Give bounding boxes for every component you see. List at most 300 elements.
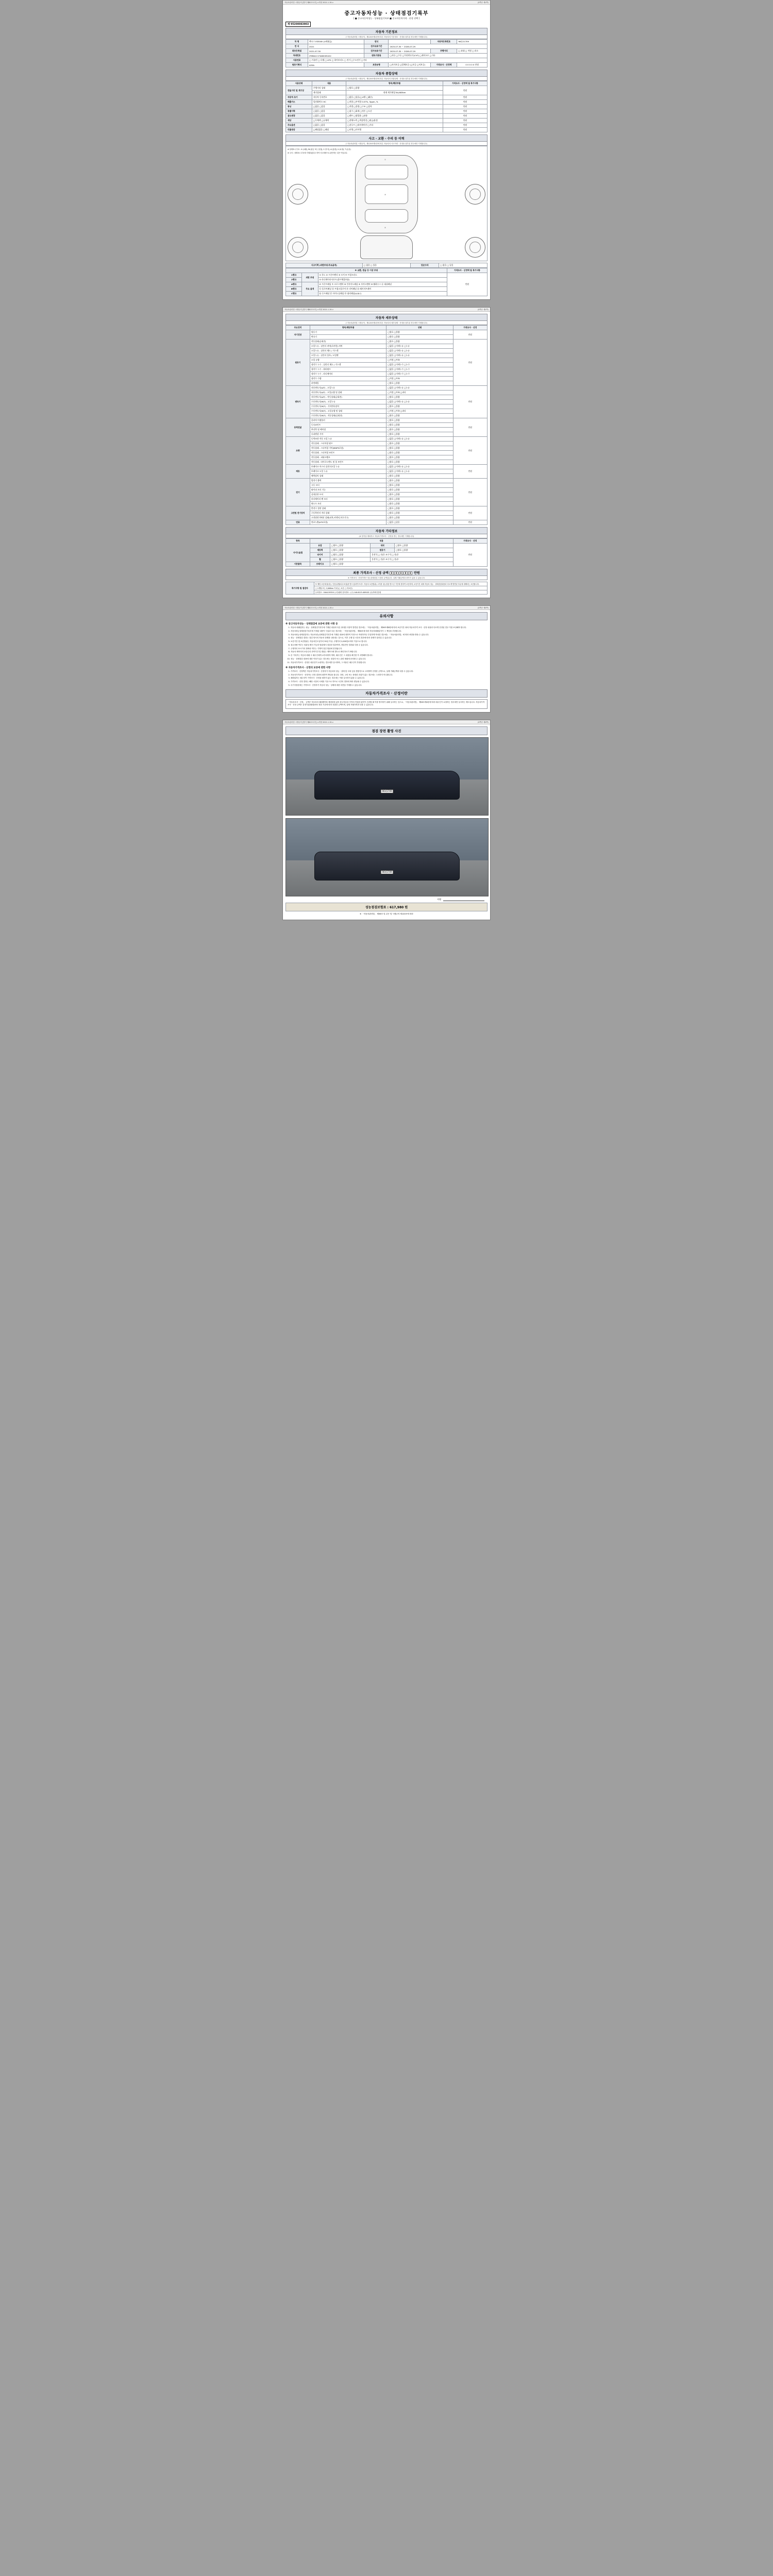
- cell-label: 사용연료: [286, 58, 308, 63]
- table-row: [286, 40, 488, 44]
- detail-state[interactable]: □양호 □불량: [386, 446, 453, 451]
- cell-value: □ 과대 □ 적정 □ 과소: [457, 49, 488, 54]
- detail-item: 오일누유 - 실린더 커버(로커암) 커버: [310, 344, 386, 349]
- parts-items: ⑯ 루프패널 ⑰ 사이드실패널 ⑱ 필러패널(A,B,C): [318, 292, 447, 296]
- parts-items: ① 후드 ② 프론트펜더 ③ 도어 ④ 트렁크리드: [318, 273, 447, 278]
- form-reference: 자동차관리법 시행규칙 [별지 제82호서식] <개정 2021.1.19.>: [284, 2, 334, 4]
- etc-state[interactable]: □양호 □불량: [330, 544, 371, 548]
- cell-item[interactable]: □없음 □있음: [312, 123, 346, 128]
- table-row: [286, 105, 488, 109]
- detail-item: 오일누유 - 실린더 블록 / 오일팬: [310, 353, 386, 358]
- row-group-label: 주요옵션: [286, 123, 312, 128]
- cell-note: 만원: [443, 86, 487, 95]
- detail-item: 연료누출(LPG포함): [310, 520, 386, 525]
- table-row: [286, 100, 488, 105]
- notice-list-1: [291, 626, 488, 664]
- cell-item: 계기상태: [312, 91, 346, 95]
- cell-value: [389, 40, 431, 44]
- page-3-topbar: [283, 606, 490, 610]
- accident-history-note: (「자동차관리법 시행규칙」제120조제1항에 따른 자동차의 사고이력 · 산정을 첨부된 경우에만 기재합니다): [285, 142, 488, 146]
- col-header: 상태: [386, 326, 453, 330]
- detail-item: 등속죠인트: [310, 423, 386, 428]
- table-row: [286, 437, 488, 442]
- detail-note: 만원: [453, 520, 488, 525]
- cell-note: 만원: [443, 114, 487, 118]
- photo-front-view: [285, 737, 489, 816]
- page-2: [282, 307, 491, 598]
- list-item: 5. 특기사항란에는 가격조사 · 산정자가 자동차 성능 · 상태에 대한 의견을 기재할 수 있습니다.: [291, 684, 488, 687]
- table-row: [286, 44, 488, 49]
- digit: 0: [394, 571, 398, 575]
- detail-state[interactable]: □적정 □부족 □과다: [386, 409, 453, 414]
- etc-item: 휠: [310, 557, 330, 562]
- detail-state[interactable]: □양호 □불량: [386, 506, 453, 511]
- photo-rear-view: [285, 818, 489, 896]
- page-4-topbar: [283, 720, 490, 724]
- list-item: 9. 본 기록부는 자동차 매매 시 매수인에게 교부되어야 하며, 매수인은 그 내용을 확인한 후 서명해야 합니다.: [291, 654, 488, 657]
- detail-group-label: 고전원 전기장치: [286, 506, 310, 520]
- table-row: [286, 58, 488, 63]
- detail-item: 브레이크 마스터 실린더오일 누유: [310, 465, 386, 469]
- detail-state[interactable]: □양호 □불량: [386, 493, 453, 497]
- cell-label: 검사유효기간: [364, 44, 389, 49]
- cell-label: 차대번호: [286, 54, 308, 58]
- cell-item[interactable]: □없음 □있음: [312, 114, 346, 118]
- detail-state[interactable]: □양호 □불량: [386, 432, 453, 437]
- table-header-row: [286, 539, 488, 544]
- total-price-note: ※ 가격조사 · 산정가격은 성능상태점검 시점의 금액입니다. 실제 거래금액과 차이가 있을 수 있습니다.: [285, 576, 488, 580]
- detail-state-body: [286, 330, 488, 525]
- detail-state[interactable]: □없음 □미세누유 □누유: [386, 465, 453, 469]
- definition-text: 「자동차조사 · 산정」 금액은 자동차의 매매계약을 체결함에 있어 중고자동차 가격의 적절한 판단이 곤란할 때 이를 방지하기 위해 실시하는 것으로, 「자동차관리법」 제58조제4항에 따라 매수인이 요청하는 경우에만 실시하는 제도입니다. 자동차가격조사 · 산정 금액은 감정기관(협회)에서 정한 기준에 따라 산출한 금액이며, 실제 거래가격과 다를 수 있습니다.: [285, 699, 488, 709]
- detail-item: 시동 모터: [310, 483, 386, 488]
- document-pages: [0, 0, 773, 920]
- accident-parts-table: [285, 268, 488, 296]
- cell-note: 만원: [443, 95, 487, 100]
- detail-item: 구동축전지 격리 상태: [310, 511, 386, 516]
- etc-item: 유압: [310, 544, 330, 548]
- cell-value: 96유21709: [457, 40, 488, 44]
- table-row: [286, 520, 488, 525]
- cell-state[interactable]: □적법 □불법 □구조 □장치: [346, 105, 443, 109]
- etc-state-2[interactable]: 운전석 □ 전/후 조수석 □ 전/후: [371, 557, 453, 562]
- cell-state[interactable]: □전체도색 □색상변경 □판금/용접: [346, 118, 443, 123]
- detail-state[interactable]: □양호 □불량: [386, 414, 453, 418]
- detail-state[interactable]: □양호 □불량: [386, 474, 453, 479]
- col-header: 항목/해당부품: [346, 81, 443, 86]
- detail-state[interactable]: □양호 □불량: [386, 483, 453, 488]
- detail-state[interactable]: □양호 □불량: [386, 516, 453, 520]
- diagram-legend: ※ 상태표시 부호 : X (교환), W (판금 또는 용접), C (부식), A (흠집), U (요철), T (손상): [288, 148, 351, 150]
- col-header: 사용상태: [286, 81, 312, 86]
- list-item: 6. 침수차량 여부는 외관상 확인 가능한 범위에서 점검한 결과이며, 정밀진단 결과와 다를 수 있습니다.: [291, 644, 488, 647]
- car-top-view-diagram: ① ⑩ ④: [355, 155, 418, 233]
- grade-label: A랭크: [286, 282, 302, 287]
- detail-group-label: 연료: [286, 520, 310, 525]
- cell-value: 2025-07-30 ~ 2026-07-29: [389, 49, 431, 54]
- cell-state[interactable]: □침수 □화재 □전손 □도난: [346, 109, 443, 114]
- grade-label: B랭크: [286, 287, 302, 292]
- cell-note: 만원: [443, 128, 487, 132]
- price-assessment-value: 0 0 0 0 0 만원: [457, 63, 488, 67]
- etc-group-label: 사이드슬립: [286, 544, 310, 562]
- detail-state[interactable]: □적정 □부족: [386, 358, 453, 363]
- cell-state[interactable]: □선루프 □내비게이션 □기타: [346, 123, 443, 128]
- parts-items: ⑥ 프론트패널 ⑦ 크로스멤버 ⑧ 인사이드패널 ⑨ 사이드멤버 ⑩ 휠하우스 ⑪ 대쉬패널: [318, 282, 447, 287]
- digit: 0: [404, 571, 408, 575]
- detail-state[interactable]: □없음 □미세누유 □누유: [386, 349, 453, 353]
- list-item: 7. 주행거리 표시기의 정확성 여부는 기계적 점검 범위에 한정됩니다.: [291, 648, 488, 650]
- row-group-label: 리콜대상: [286, 128, 312, 132]
- photo-section-band: 점검 장면 촬영 사진: [285, 726, 488, 735]
- overall-state-note: (「자동차관리법 시행규칙」제120조제1항에 따른 자동차의 종합상태 · 산정을 첨부된 경우에만 기재합니다): [285, 77, 488, 81]
- cell-label: 연 식: [286, 44, 308, 49]
- detail-state[interactable]: □양호 □불량: [386, 502, 453, 506]
- accident-note-value: 만원: [447, 273, 487, 296]
- table-row: [286, 586, 488, 590]
- total-price-label: 최종 가격조사 · 산정 금액: [353, 571, 389, 575]
- cell-note: 만원: [443, 100, 487, 105]
- detail-item: 오일 유량: [310, 358, 386, 363]
- list-item: 1. 자동차 매매업자는 성능 · 상태점검기록부에 기재된 내용과 다른 중대한 사항이 발견된 경우에는 「자동차관리법」 제58조제6항에 따라 보증기간 내에 자동차가격 조사 · 산정 내용과 다르게 산정된 경우 이를 보상해야 합니다.: [291, 626, 488, 629]
- cell-value: JTHBA1C1*A60005422: [308, 54, 364, 58]
- detail-item: 작동상태 - 스티어링 기어(MDPS포함): [310, 446, 386, 451]
- page-footer-note: ※ 「자동차관리법」 제58조 및 같은 법 시행규칙 제120조에 따라: [360, 912, 413, 915]
- detail-state[interactable]: □양호 □불량: [386, 423, 453, 428]
- total-price-unit: 만원: [414, 571, 420, 575]
- detail-group-label: 조향: [286, 437, 310, 465]
- parts-items: ⑤ 라디에이터서포트(볼트체결부품): [318, 278, 447, 282]
- damage-diagram: [285, 146, 488, 261]
- table-row: [286, 54, 488, 58]
- cell-note: 만원: [443, 118, 487, 123]
- detail-item: 와이퍼 모터 기능: [310, 488, 386, 493]
- cell-label: 원동기형식: [286, 63, 308, 67]
- row-group-label: 튜닝: [286, 105, 312, 109]
- guarantee-row-1[interactable]: □ 1개월 또는 2,000km 이내 (□ 보증 □ 미보증): [314, 586, 487, 590]
- cell-label: 연식: [364, 40, 389, 44]
- detail-state[interactable]: □적정 □부족 □과다: [386, 391, 453, 395]
- table-row: [286, 506, 488, 511]
- detail-state[interactable]: □양호 □불량: [386, 330, 453, 335]
- etc-group-label: 기본품목: [286, 562, 310, 567]
- table-row: [286, 330, 488, 335]
- etc-state-2[interactable]: 운전석 □ 전/후 조수석 □ 전/후: [371, 553, 453, 557]
- detail-item: 원동기: [310, 330, 386, 335]
- cell-state[interactable]: □렌트 □영업용 □관용: [346, 114, 443, 118]
- page-subtitle: [ ■ 중고자동차성능 · 상태점검기록부 ■ 중고자동차가격 · 산정 선택 ]: [353, 17, 420, 20]
- detail-note: 만원: [453, 330, 488, 340]
- etc-state[interactable]: □양호 □불량: [330, 548, 371, 553]
- detail-state[interactable]: □양호 □불량: [386, 340, 453, 344]
- col-header: 항목/해당부품: [310, 326, 386, 330]
- guarantee-title: 특기사항 및 점검자: [286, 582, 314, 595]
- detail-group-label: 전기: [286, 479, 310, 506]
- definition-title: 자동차가격조사 · 산정이란: [285, 689, 488, 698]
- accident-history-band: 사고 · 교환 · 수리 등 이력: [285, 134, 488, 142]
- cell-value: □ 가솔린 □ 디젤 □ LPG □ 하이브리드 □ 전기 □수소전기 □기타: [308, 58, 488, 63]
- basic-info-note: (「자동차관리법 시행규칙」제120조제1항에 따른 자동차의 기본정보 · 산정을 첨부된 경우에만 기재합니다): [285, 35, 488, 39]
- signature-label: 서명: [436, 897, 441, 901]
- table-row: [286, 479, 488, 483]
- parts-title: ※ 교환, 판금 등 이상 부위: [286, 268, 447, 273]
- col-header: 내용: [312, 81, 346, 86]
- list-item: 4. 가격조사 · 산정 결과는 해당 시점의 시세를 기준으로 하므로 시간의 경과에 따라 변동될 수 있습니다.: [291, 681, 488, 683]
- cell-state[interactable]: □없음 □있음(□교환 □훼손): [346, 95, 443, 100]
- parts-group-label: 주요 골격: [302, 282, 318, 296]
- signature-line[interactable]: [443, 898, 484, 901]
- page-title: 중고자동차성능 · 상태점검기록부: [344, 11, 429, 16]
- detail-state[interactable]: □없음 □미세누유 □누유: [386, 437, 453, 442]
- cell-label: 가격조사 · 산정액: [431, 63, 457, 67]
- cell-note: 만원: [443, 123, 487, 128]
- cell-value: □자가보증 □업체보증 (□보증 □미보증): [389, 63, 431, 67]
- list-item: 1. 가격조사 · 산정액은 자동차가격조사 · 산정자가 자동차의 성능 · 상태 및 시세 등을 종합적으로 고려하여 산정한 금액으로, 실제 거래금액과 다를 수 있습니다.: [291, 670, 488, 673]
- inspector-info: 등록번호 : 1644-59319 / (사)협회 검사번호 : (주) 140-6115-409102 (주)자바인증원: [314, 590, 487, 595]
- overall-state-band: 자동차 종합상태: [285, 70, 488, 77]
- detail-state[interactable]: □없음 □미세누수 □누수: [386, 372, 453, 377]
- etc-state[interactable]: □양호 □불량: [330, 557, 371, 562]
- table-row: [286, 95, 488, 100]
- detail-state[interactable]: □없음 □미세누유 □누유: [386, 469, 453, 474]
- etc-item: 타이어: [310, 553, 330, 557]
- page-number-4: (3쪽중 제3쪽): [477, 721, 489, 723]
- cell-item[interactable]: □무채색 □유채색: [312, 118, 346, 123]
- detail-state[interactable]: □양호 □불량: [386, 488, 453, 493]
- basic-info-table: [285, 39, 488, 67]
- total-price-band: [285, 569, 488, 576]
- list-item: 11. 자동차가격조사 · 산정은 매수인이 요청하는 경우에만 실시하며, 그 비용은 매수인이 부담합니다.: [291, 662, 488, 664]
- table-row: [286, 49, 488, 54]
- cell-label: 차 명: [286, 40, 308, 44]
- detail-state[interactable]: □양호 □불량: [386, 497, 453, 502]
- diagram-legend-2: ※ 주의 : 상태표시 부호에 기재되었다고 하여 사고차량으로 판단하는 것은 아닙니다.: [288, 152, 348, 154]
- cell-value: 2025-07-30 ~ 2026-07-29: [389, 44, 488, 49]
- etc-state[interactable]: □양호 □불량: [330, 553, 371, 557]
- etc-item-2: 원동기: [371, 548, 395, 553]
- table-row: [286, 123, 488, 128]
- cell-value: 2021-07-30: [308, 49, 364, 54]
- table-row: [286, 86, 488, 91]
- cell-note: 만원: [443, 105, 487, 109]
- cell-state[interactable]: □이행 □미이행: [346, 128, 443, 132]
- col-header: 가격조사 · 산정액 및 특기사항: [443, 81, 487, 86]
- detail-item: 윈도우 모터: [310, 502, 386, 506]
- detail-state[interactable]: □양호 □불량: [386, 479, 453, 483]
- detail-state[interactable]: □없음 □미세누유 □누유: [386, 386, 453, 391]
- cell-value: □자동 □수동 □무단변속기(CVT) □세미오토 □기타: [389, 54, 488, 58]
- form-reference: 자동차관리법 시행규칙 [별지 제82호서식] <개정 2021.1.19.>: [284, 607, 334, 609]
- detail-state[interactable]: □양호 □불량: [386, 404, 453, 409]
- etc-item: 제동력: [310, 548, 330, 553]
- etc-item: 브레이크: [310, 562, 330, 567]
- row-group-label: 자동차 초기: [286, 95, 312, 100]
- accident-value-2[interactable]: □ 없음 □ 있음: [439, 263, 488, 268]
- detail-item: 디퍼렌셜 기어: [310, 432, 386, 437]
- detail-state[interactable]: □없음 □미세누유 □누유: [386, 400, 453, 404]
- table-row: [286, 582, 488, 586]
- detail-item: 라디에이터 팬 모터: [310, 497, 386, 502]
- accident-value-1[interactable]: □ 없음 □ 있음: [362, 263, 411, 268]
- row-group-label: 특별이력: [286, 109, 312, 114]
- detail-state[interactable]: □없음 □미세누수 □누수: [386, 367, 453, 372]
- etc-state[interactable]: □양호 □불량: [330, 562, 453, 567]
- basic-info-band: 자동차 기본정보: [285, 28, 488, 35]
- page-number-3: (3쪽중 제3쪽): [477, 607, 489, 609]
- page-number-2: (3쪽중 제2쪽): [477, 309, 489, 311]
- accident-label-1: 사고이력 (외판부위/주요골격): [286, 263, 363, 268]
- cell-item: 일산화탄소 HC: [312, 100, 346, 105]
- parts-note-header: 가격조사 · 산정액 및 특기사항: [447, 268, 487, 273]
- detail-item: 작동상태 - 파워크랭크: [310, 455, 386, 460]
- cell-note: 만원: [443, 109, 487, 114]
- detail-note: 만원: [453, 437, 488, 465]
- etc-info-band: 자동차 기타정보: [285, 527, 488, 534]
- detail-note: 만원: [453, 418, 488, 437]
- detail-item: 배력장치 상태: [310, 474, 386, 479]
- detail-item: 클러치 어셈블리: [310, 418, 386, 423]
- vehicle-front: [314, 771, 460, 800]
- notice-heading-1: ※ 중고자동차성능 · 상태점검에 보증에 관한 사항 등: [285, 623, 338, 625]
- detail-state[interactable]: □양호 □불량: [386, 418, 453, 423]
- etc-state-2[interactable]: □양호 □불량: [395, 544, 453, 548]
- wheel-diagram-rear-right: [465, 237, 485, 258]
- detail-item: 냉각수 누수 - 라디에이터: [310, 372, 386, 377]
- etc-note: 만원: [453, 544, 487, 567]
- etc-state-2[interactable]: □양호 □불량: [395, 548, 453, 553]
- table-header-row: [286, 81, 488, 86]
- detail-item: 수동변속기(M/T) - 기어변속장치: [310, 404, 386, 409]
- detail-item: 충전구 절연 상태: [310, 506, 386, 511]
- cell-value: A25A: [308, 63, 364, 67]
- digit: 0: [408, 571, 412, 575]
- detail-group-label: 원동기: [286, 340, 310, 386]
- detail-item: 자동변속기(A/T) - 오일유량 및 상태: [310, 391, 386, 395]
- detail-item: 자동변속기(A/T) - 오일누유: [310, 386, 386, 391]
- etc-item-2: 내외: [371, 544, 395, 548]
- detail-item: 추진축 및 베어링: [310, 428, 386, 432]
- detail-note: 만원: [453, 386, 488, 418]
- page-2-topbar: [283, 308, 490, 312]
- notice-title: 유의사항: [285, 612, 488, 620]
- cell-value: 2021: [308, 44, 364, 49]
- detail-state[interactable]: □양호 □불량: [386, 511, 453, 516]
- table-row: [286, 418, 488, 423]
- col-header: 내용: [310, 539, 453, 544]
- form-reference: 자동차관리법 시행규칙 [별지 제82호서식] <개정 2021.1.19.>: [284, 309, 334, 311]
- detail-state[interactable]: □없음 □미세누수 □누수: [386, 363, 453, 367]
- etc-info-note: (※ 항목을 제외하고 자동차가격조사 · 산정을 받는 경우에만 기재합니다): [285, 534, 488, 538]
- detail-state[interactable]: □양호 □불량: [386, 335, 453, 340]
- detail-item: 커먼레일: [310, 381, 386, 386]
- table-header-row: [286, 326, 488, 330]
- table-row: [286, 114, 488, 118]
- cell-label: 자동차등록번호: [431, 40, 457, 44]
- list-item: 8. 자동차 제작사의 보증수리 잔여기간 및 범위는 제작사에 별도로 확인하시기 바랍니다.: [291, 651, 488, 653]
- table-row: [286, 386, 488, 391]
- detail-state[interactable]: □없음 □미세누유 □누유: [386, 353, 453, 358]
- row-group-label: 용도변경: [286, 114, 312, 118]
- detail-state[interactable]: □양호 □불량: [386, 428, 453, 432]
- detail-item: 오일누유 - 실린더 헤드 / 가스켓: [310, 349, 386, 353]
- cell-label: 변속기종류: [364, 54, 389, 58]
- detail-item: 작동상태 - 타이로드엔드 및 볼 조인트: [310, 460, 386, 465]
- cell-state[interactable]: □양호 □불량: [346, 86, 443, 91]
- accident-summary-table: [285, 263, 488, 268]
- detail-state[interactable]: □양호 □불량: [386, 442, 453, 446]
- detail-state[interactable]: □양호 □불량: [386, 381, 453, 386]
- form-reference: 자동차관리법 시행규칙 [별지 제82호서식] <개정 2021.1.19.>: [284, 721, 334, 723]
- cell-label: 주행거리: [431, 49, 457, 54]
- detail-state[interactable]: □양호 □불량: [386, 455, 453, 460]
- detail-state[interactable]: □양호 □불량: [386, 395, 453, 400]
- wheel-diagram-rear-left: [288, 237, 308, 258]
- page-4: [282, 720, 491, 920]
- notice-heading-2: ※ 자동차가격조사 · 산정의 보증에 관한 사항: [285, 666, 331, 669]
- signature-row: [285, 896, 488, 903]
- col-header: 주요장치: [286, 326, 310, 330]
- table-row: [286, 263, 488, 268]
- detail-state-note: (「자동차관리법 시행규칙」제120조제1항에 따른 자동차의 세부상태 · 산정을 첨부된 경우에만 기재합니다): [285, 321, 488, 325]
- inspection-fee: 성능점검보험료 : 617,980 원: [285, 903, 488, 911]
- detail-item: 냉각수 누수 - 워터펌프: [310, 367, 386, 372]
- digit: 0: [399, 571, 403, 575]
- detail-state-table: [285, 325, 488, 525]
- detail-state[interactable]: □없음 □있음: [386, 520, 453, 525]
- col-header: 가격조사 · 산정: [453, 539, 487, 544]
- detail-group-label: 동력전달: [286, 418, 310, 437]
- detail-note: 만원: [453, 506, 488, 520]
- cell-item: 주행거리 상태: [312, 86, 346, 91]
- cell-item[interactable]: □없음 □있음: [312, 105, 346, 109]
- list-item: 3. 매매업자는 매수인이 가격조사 · 산정을 원하지 않는 경우에는 이를 실시하지 않을 수 있습니다.: [291, 677, 488, 680]
- cell-item[interactable]: □해당없음 □해당: [312, 128, 346, 132]
- page-1-topbar: [283, 1, 490, 5]
- cell-label: 검사유효기간: [364, 49, 389, 54]
- detail-item: 발전기 출력: [310, 479, 386, 483]
- notice-list-2: [291, 670, 488, 687]
- grade-label: C랭크: [286, 292, 302, 296]
- list-item: 4. 성능 · 상태점검 결과는 점검 당시의 자동차 상태를 나타내는 것으로, 이후 주행 및 시간의 경과에 따라 상태가 달라질 수 있습니다.: [291, 637, 488, 639]
- grade-label: 2랭크: [286, 278, 302, 282]
- cell-item: 자동차 등록번호: [312, 95, 346, 100]
- detail-item: 실내송풍 모터: [310, 493, 386, 497]
- vehicle-rear: [314, 852, 460, 880]
- digit: 0: [390, 571, 394, 575]
- grade-label: 1랭크: [286, 273, 302, 278]
- detail-state-band: 자동차 세부상태: [285, 314, 488, 321]
- cell-item[interactable]: □없음 □있음: [312, 109, 346, 114]
- detail-group-label: 변속기: [286, 386, 310, 418]
- table-row: [286, 63, 488, 67]
- detail-state[interactable]: □없음 □미세누유 □누유: [386, 344, 453, 349]
- etc-info-table: [285, 538, 488, 567]
- detail-group-label: 제동: [286, 465, 310, 479]
- row-group-label: 배출가스: [286, 100, 312, 105]
- row-group-label: 전들거리 및 계기상: [286, 86, 312, 95]
- list-item: 10. 성능 · 상태점검 내용에 대한 이의가 있는 경우에는 점검자 또는 관련 협회에 문의할 수 있습니다.: [291, 658, 488, 660]
- detail-item: 변속기: [310, 335, 386, 340]
- detail-item: 냉각수 수량: [310, 377, 386, 381]
- detail-state[interactable]: □양호 □불량: [386, 460, 453, 465]
- detail-item: 작동상태(공회전): [310, 340, 386, 344]
- cell-state[interactable]: □적합 □부적합 0.07%, 5ppm, %: [346, 100, 443, 105]
- page-3: [282, 605, 491, 713]
- detail-item: 고전원전기배선 상태(피복,커넥터,보호기구): [310, 516, 386, 520]
- detail-state[interactable]: □적정 □부족: [386, 377, 453, 381]
- detail-note: 만원: [453, 340, 488, 386]
- detail-state[interactable]: □양호 □불량: [386, 451, 453, 455]
